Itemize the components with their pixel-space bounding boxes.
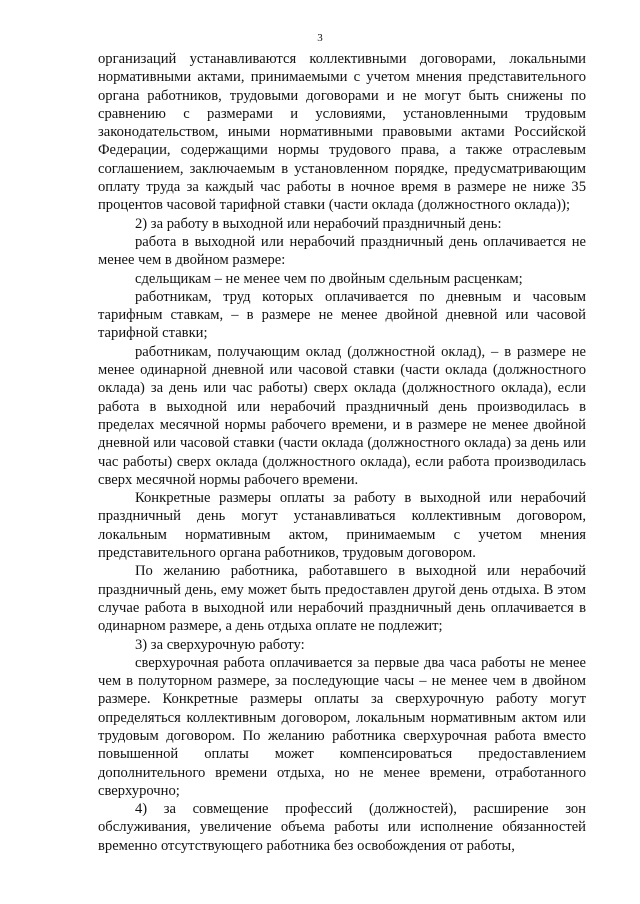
paragraph-tariff-workers: работникам, труд которых оплачивается по дневным и часовым тарифным ставкам, – в размере не менее двойной дневной или часовой тарифной ставки; [98,288,586,342]
paragraph-piece-workers: сдельщикам – не менее чем по двойным сдельным расценкам; [135,270,523,287]
paragraph-holiday-rate: работа в выходной или нерабочий праздничный день оплачивается не менее чем в двойном размере: [98,233,586,269]
paragraph-day-off-option: По желанию работника, работавшего в выходной или нерабочий праздничный день, ему может быть предоставлен другой день отдыха. В этом случае работа в выходной или нерабочий праздничный день оплачивается в одинарном размере, а день отдыха оплате не подлежит; [98,563,586,635]
page-number: 3 [317,32,323,44]
paragraph-item-2-heading: 2) за работу в выходной или нерабочий праздничный день: [135,215,502,232]
paragraph-specific-amounts: Конкретные размеры оплаты за работу в выходной или нерабочий праздничный день могут устанавливаться коллективным договором, локальным нормативным актом, принимаемым с учетом мнения представительного органа работников, трудовым договором. [98,490,586,562]
document-body [98,50,586,855]
paragraph-salaried-workers: работникам, получающим оклад (должностной оклад), – в размере не менее одинарной дневной или часовой ставки (части оклада (должностного оклада) за день или час работы) сверх оклада (должностного оклада), если работа в выходной или нерабочий праздничный день производилась в пределах месячной нормы рабочего времени, и в размере не менее двойной дневной или часовой ставки (части оклада (должностного оклада) за день или час работы) сверх оклада (должностного оклада), если работа производилась сверх месячной нормы рабочего времени. [98,343,586,488]
paragraph-item-4: 4) за совмещение профессий (должностей), расширение зон обслуживания, увеличение объема работы или исполнение обязанностей временно отсутствующего работника без освобождения от работы, [98,801,586,854]
paragraph-overtime: сверхурочная работа оплачивается за первые два часа работы не менее чем в полуторном размере, за последующие часы – не менее чем в двойном размере. Конкретные размеры оплаты за сверхурочную работу могут определяться коллективным договором, локальным нормативным актом или трудовым договором. По желанию работника сверхурочная работа вместо повышенной оплаты может компенсироваться предоставлением дополнительного времени отдыха, но не менее времени, отработанного сверхурочно; [98,654,586,799]
paragraph-item-3-heading: 3) за сверхурочную работу: [135,636,305,653]
paragraph-continuation: организаций устанавливаются коллективными договорами, локальными нормативными актами, принимаемыми с учетом мнения представительного органа работников, трудовыми договорами и не могут быть снижены по сравнению с размерами и условиями, установленными трудовым законодательством, иными нормативными правовыми актами Российской Федерации, содержащими нормы трудового права, а также отраслевым соглашением, заключаемым в установленном порядке, предусматривающим оплату труда за каждый час работы в ночное время в размере не ниже 35 процентов часовой тарифной ставки (части оклада (должностного оклада)); [98,51,586,214]
